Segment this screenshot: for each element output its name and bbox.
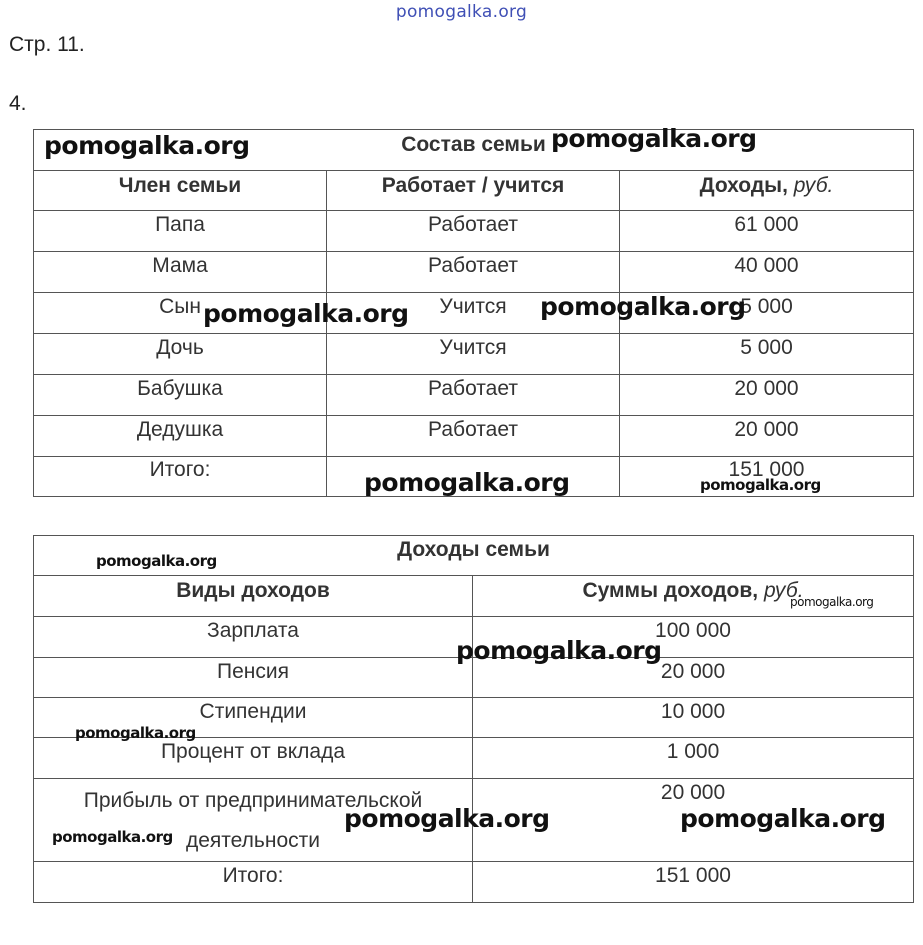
income-type-line: деятельности <box>186 829 320 852</box>
member-cell: Папа <box>34 211 327 252</box>
table-row <box>34 416 914 457</box>
income-type-cell: Пенсия <box>34 658 473 698</box>
table-row <box>34 334 914 375</box>
column-header: Работает / учится <box>327 171 620 211</box>
income-cell: 5 000 <box>620 334 914 375</box>
total-value: 151 000 <box>620 457 914 497</box>
total-label: Итого: <box>34 457 327 497</box>
member-cell: Бабушка <box>34 375 327 416</box>
table-row <box>34 738 914 779</box>
column-header: Виды доходов <box>34 576 473 617</box>
table-title: Состав семьи <box>34 130 914 171</box>
status-cell: Учится <box>327 293 620 334</box>
family-income-table <box>33 535 914 903</box>
income-amount-cell: 1 000 <box>473 738 914 779</box>
status-cell: Работает <box>327 375 620 416</box>
member-cell: Сын <box>34 293 327 334</box>
table-row <box>34 211 914 252</box>
income-amount-cell: 100 000 <box>473 617 914 658</box>
income-type-cell: Стипендии <box>34 698 473 738</box>
member-cell: Дедушка <box>34 416 327 457</box>
column-header: Член семьи <box>34 171 327 211</box>
member-cell: Дочь <box>34 334 327 375</box>
task-number: 4. <box>9 92 27 115</box>
income-type-cell: Процент от вклада <box>34 738 473 779</box>
column-header: Суммы доходов, руб. <box>473 576 914 617</box>
total-label: Итого: <box>34 862 473 903</box>
top-watermark-link[interactable]: pomogalka.org <box>395 2 528 22</box>
total-row <box>34 862 914 903</box>
table-row <box>34 375 914 416</box>
income-amount-cell: 10 000 <box>473 698 914 738</box>
income-amount-cell: 20 000 <box>473 658 914 698</box>
status-cell: Работает <box>327 211 620 252</box>
income-cell: 61 000 <box>620 211 914 252</box>
status-cell: Работает <box>327 252 620 293</box>
income-cell: 20 000 <box>620 416 914 457</box>
income-cell: 20 000 <box>620 375 914 416</box>
watermark: pomogalka.org <box>700 476 821 494</box>
table-row <box>34 252 914 293</box>
watermark: pomogalka.org <box>96 552 217 570</box>
total-value: 151 000 <box>473 862 914 903</box>
member-cell: Мама <box>34 252 327 293</box>
watermark: pomogalka.org <box>344 804 550 833</box>
watermark: pomogalka.org <box>75 724 196 742</box>
page-reference: Стр. 11. <box>9 33 85 56</box>
watermark: pomogalka.org <box>203 299 409 328</box>
watermark: pomogalka.org <box>680 804 886 833</box>
income-type-cell: Зарплата <box>34 617 473 658</box>
watermark: pomogalka.org <box>52 828 173 846</box>
watermark: pomogalka.org <box>540 292 746 321</box>
family-composition-table <box>33 129 914 497</box>
income-cell: 5 000 <box>620 293 914 334</box>
income-cell: 40 000 <box>620 252 914 293</box>
status-cell: Учится <box>327 334 620 375</box>
watermark: pomogalka.org <box>551 124 757 153</box>
table-title: Доходы семьи <box>34 536 914 576</box>
table-row <box>34 293 914 334</box>
watermark: pomogalka.org <box>456 636 662 665</box>
watermark: pomogalka.org <box>364 468 570 497</box>
column-header: Доходы, руб. <box>620 171 914 211</box>
watermark: pomogalka.org <box>790 595 874 609</box>
status-cell: Работает <box>327 416 620 457</box>
income-type-line: Прибыль от предпринимательской <box>83 789 423 812</box>
watermark: pomogalka.org <box>44 131 250 160</box>
income-amount-cell: 20 000 <box>473 779 914 862</box>
